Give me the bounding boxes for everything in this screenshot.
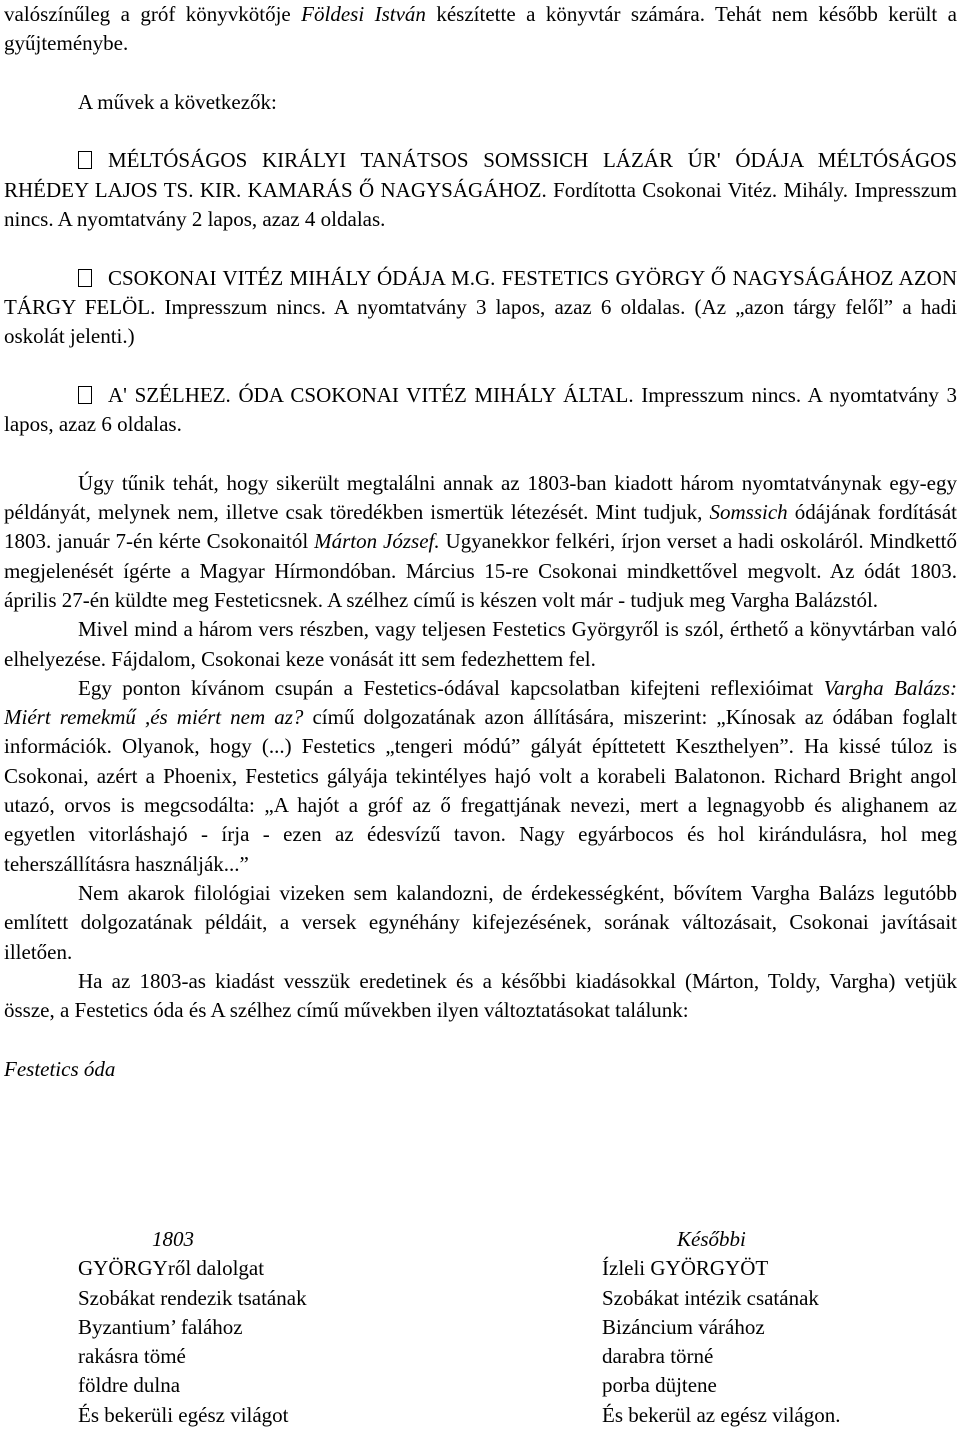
right-line-4: darabra törné bbox=[602, 1344, 714, 1369]
left-line-4: rakásra tömé bbox=[78, 1344, 186, 1369]
paragraph-4: Nem akarok filológiai vizeken sem kalandozni, de érdekességként, bővítem Vargha Balázs legutóbb említett dolgozatának példáit, a versek egynéhány kifejezésének, sorának változásait, Csokonai javításait illetően. bbox=[4, 880, 957, 964]
p1-text-a: Úgy tűnik tehát, hogy sikerült megtalálni annak az 1803-ban kiadott három nyomtatványnak egy-egy példányát, melynek nem, illetve csak töredékben ismertük létezését. Mint tudjuk, bbox=[4, 470, 957, 525]
p3-italic-title: Vargha Balázs: Miért remekmű ,és miért nem az? bbox=[4, 675, 957, 730]
right-line-6: És bekerül az egész világon. bbox=[602, 1402, 841, 1427]
paragraph-3 bbox=[4, 674, 957, 879]
p3-text-c: című dolgozatának azon állítására, miszerint: „Kínosak az ódában foglalt információk. Olyanok, hogy (...) Festetics „tengeri módú” gályát építtetett Keszthelyen”. Ha kissé túloz is Csokonai, azért a Phoenix, Festetics gályája tekintélyes hajó volt a korabeli Balatonon. Richard Bright angol utazó, orvos is megcsodálta: „A hajót a gróf az ő fregattjának nevezi, mert a legnagyobb és alighanem az egyetlen vitorláshajó - írja - ezen az édesvízű tavon. Nagy egyárbocos és hol kirándulásra, hol meg teherszállításra használják...” bbox=[4, 705, 958, 876]
intro-name: Földesi István bbox=[301, 2, 426, 26]
intro-paragraph bbox=[4, 0, 957, 59]
works-heading: A művek a következők: bbox=[78, 89, 277, 114]
work-item-3 bbox=[4, 381, 957, 440]
bullet-box-icon bbox=[78, 151, 92, 169]
p1-italic-somssich: Somssich bbox=[709, 500, 788, 525]
intro-text-1: valószínűleg a gróf könyvkötője bbox=[4, 2, 302, 26]
intro-text-2: készítette a könyvtár számára. Tehát nem később került a gyűjteménybe. bbox=[4, 2, 958, 56]
right-line-3: Bizáncium várához bbox=[602, 1314, 765, 1339]
column-header-later: Későbbi bbox=[677, 1227, 746, 1251]
column-header-1803: 1803 bbox=[152, 1227, 194, 1251]
section-title: Festetics óda bbox=[4, 1056, 116, 1081]
p3-text-a: Egy ponton kívánom csupán a Festetics-ódával kapcsolatban kifejteni reflexióimat bbox=[78, 675, 824, 700]
paragraph-1 bbox=[4, 469, 957, 615]
bullet-box-icon bbox=[78, 386, 92, 404]
work-item-1 bbox=[4, 146, 957, 234]
bullet-box-icon bbox=[78, 269, 92, 287]
column-1803 bbox=[78, 1225, 307, 1430]
column-later bbox=[602, 1225, 841, 1430]
work-item-2 bbox=[4, 264, 957, 352]
left-line-1: GYÖRGYről dalolgat bbox=[78, 1256, 265, 1281]
p1-text-e: Ugyanekkor felkéri, írjon verset a hadi oskoláról. Mindkettő megjelenését ígérte a Magyar Hírmondóban. Március 15-re Csokonai mindkettővel megvolt. Az ódát 1803. április 27-én küldte meg Festeticsnek. A szélhez című is készen volt már - tudjuk meg Vargha Balázstól. bbox=[4, 529, 957, 612]
right-line-2: Szobákat intézik csatának bbox=[602, 1285, 819, 1310]
document-page bbox=[4, 0, 957, 1084]
left-line-2: Szobákat rendezik tsatának bbox=[78, 1285, 307, 1310]
right-line-1: Ízleli GYÖRGYÖT bbox=[602, 1256, 769, 1281]
work-text-2: CSOKONAI VITÉZ MIHÁLY ÓDÁJA M.G. FESTETICS GYÖRGY Ő NAGYSÁGÁHOZ AZON TÁRGY FELÖL. Impresszum nincs. A nyomtatvány 3 lapos, azaz 6 oldalas. (Az „azon tárgy felől” a hadi oskolát jelenti.) bbox=[4, 265, 957, 349]
left-line-3: Byzantium’ falához bbox=[78, 1314, 243, 1339]
work-text-1: MÉLTÓSÁGOS KIRÁLYI TANÁTSOS SOMSSICH LÁZÁR ÚR' ÓDÁJA MÉLTÓSÁGOS RHÉDEY LAJOS TS. KIR. KAMARÁS Ő NAGYSÁGÁHOZ. Fordította Csokonai Vitéz. Mihály. Impresszum nincs. A nyomtatvány 2 lapos, azaz 4 oldalas. bbox=[4, 148, 957, 232]
work-text-3: A' SZÉLHEZ. ÓDA CSOKONAI VITÉZ MIHÁLY ÁLTAL. Impresszum nincs. A nyomtatvány 3 lapos, azaz 6 oldalas. bbox=[4, 382, 957, 437]
left-line-6: És bekerüli egész világot bbox=[78, 1402, 289, 1427]
left-line-5: földre dulna bbox=[78, 1373, 181, 1398]
paragraph-5: Ha az 1803-as kiadást vesszük eredetinek és a későbbi kiadásokkal (Márton, Toldy, Vargha) vetjük össze, a Festetics óda és A szélhez című művekben ilyen változtatásokat találunk: bbox=[4, 968, 957, 1023]
paragraph-2: Mivel mind a három vers részben, vagy teljesen Festetics Györgyről is szól, érthető a könyvtárban való elhelyezése. Fájdalom, Csokonai keze vonását itt sem fedezhettem fel. bbox=[4, 617, 957, 671]
p1-italic-marton: Márton József. bbox=[314, 529, 440, 554]
p1-text-c: ódájának fordítását 1803. január 7-én kérte Csokonaitól bbox=[4, 500, 957, 554]
right-line-5: porba düjtene bbox=[602, 1373, 717, 1398]
